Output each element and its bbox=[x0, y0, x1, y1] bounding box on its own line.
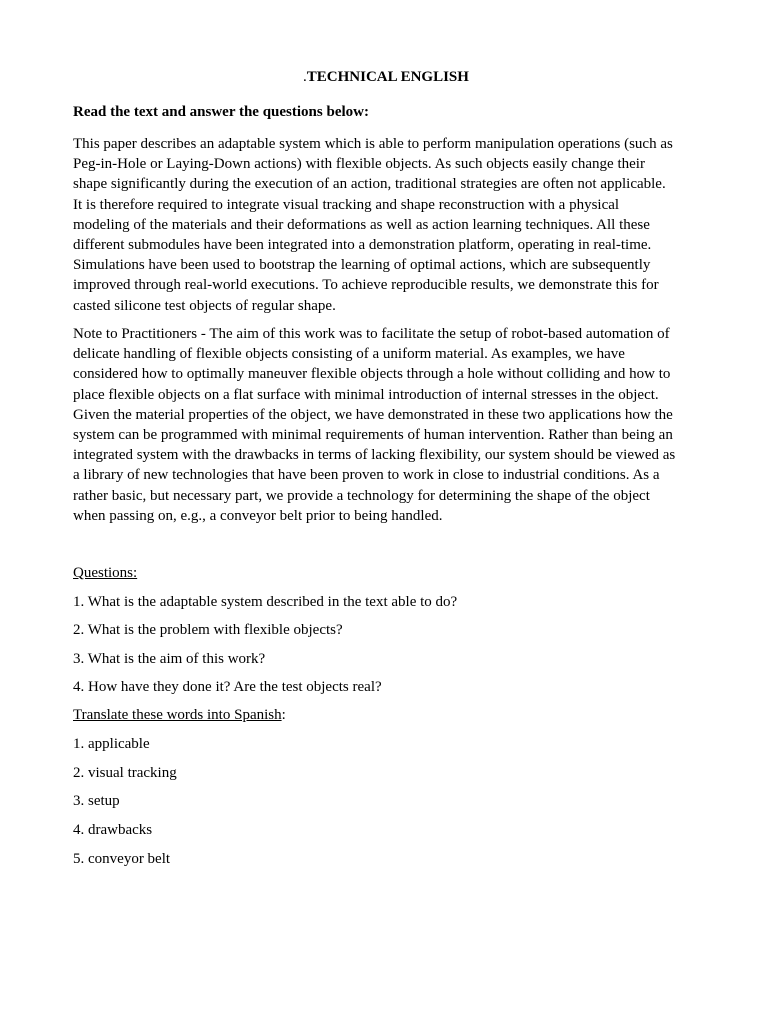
word-item: 3. setup bbox=[73, 793, 120, 809]
paragraph-line: integrated system with the drawbacks in terms of lacking flexibility, our system should be viewed as bbox=[73, 447, 676, 464]
paragraph-line: place flexible objects on a flat surface with minimal introduction of internal stresses in the object. bbox=[73, 386, 659, 403]
paragraph-1 bbox=[73, 134, 699, 316]
paragraph-line: different submodules have been integrated into a demonstration platform, operating in real-time. bbox=[73, 237, 652, 254]
paragraph-2 bbox=[73, 324, 699, 526]
paragraph-line: casted silicone test objects of regular shape. bbox=[73, 297, 336, 314]
paragraph-line: Peg-in-Hole or Laying-Down actions) with flexible objects. As such objects easily change their bbox=[73, 156, 645, 173]
paragraph-line: when passing on, e.g., a conveyor belt prior to being handled. bbox=[73, 507, 443, 524]
word-item: 2. visual tracking bbox=[73, 765, 177, 781]
question-item: 4. How have they done it? Are the test objects real? bbox=[73, 679, 382, 695]
questions-heading: Questions: bbox=[73, 565, 138, 581]
paragraph-line: shape significantly during the execution of an action, traditional strategies are often not applicable. bbox=[73, 176, 666, 193]
question-item: 3. What is the aim of this work? bbox=[73, 651, 266, 667]
paragraph-line: improved through real-world executions. To achieve reproducible results, we demonstrate this for bbox=[73, 277, 659, 294]
paragraph-line: modeling of the materials and their deformations as well as action learning techniques. All these bbox=[73, 216, 650, 233]
page-title bbox=[73, 67, 699, 87]
translate-heading-colon: : bbox=[281, 707, 286, 723]
word-item: 4. drawbacks bbox=[73, 822, 153, 838]
paragraph-line: a library of new technologies that have been proven to work in close to industrial conditions. As a bbox=[73, 467, 660, 484]
paragraph-line: delicate handling of flexible objects consisting of a uniform material. As examples, we have bbox=[73, 346, 625, 363]
word-item: 1. applicable bbox=[73, 736, 150, 752]
title-text: TECHNICAL ENGLISH bbox=[306, 69, 469, 85]
question-item: 2. What is the problem with flexible objects? bbox=[73, 622, 343, 638]
translate-heading bbox=[73, 705, 286, 725]
paragraph-line: Simulations have been used to bootstrap the learning of optimal actions, which are subsequently bbox=[73, 257, 651, 274]
paragraph-line: It is therefore required to integrate visual tracking and shape reconstruction with a physical bbox=[73, 196, 620, 213]
question-item: 1. What is the adaptable system described in the text able to do? bbox=[73, 594, 458, 610]
translate-heading-text: Translate these words into Spanish bbox=[73, 707, 282, 723]
paragraph-line: Given the material properties of the object, we have demonstrated in these two applications how the bbox=[73, 406, 673, 423]
paragraph-line: rather basic, but necessary part, we provide a technology for determining the shape of the object bbox=[73, 487, 650, 504]
paragraph-line: system can be programmed with minimal requirements of human intervention. Rather than being an bbox=[73, 427, 673, 444]
word-item: 5. conveyor belt bbox=[73, 851, 171, 867]
instruction-heading: Read the text and answer the questions below: bbox=[73, 104, 369, 120]
paragraph-line: Note to Practitioners - The aim of this work was to facilitate the setup of robot-based automation of bbox=[73, 326, 670, 342]
title-prefix: . bbox=[303, 69, 307, 85]
paragraph-line: This paper describes an adaptable system which is able to perform manipulation operations (such as bbox=[73, 136, 673, 152]
paragraph-line: considered how to optimally maneuver flexible objects through a hole without colliding and how to bbox=[73, 366, 671, 383]
